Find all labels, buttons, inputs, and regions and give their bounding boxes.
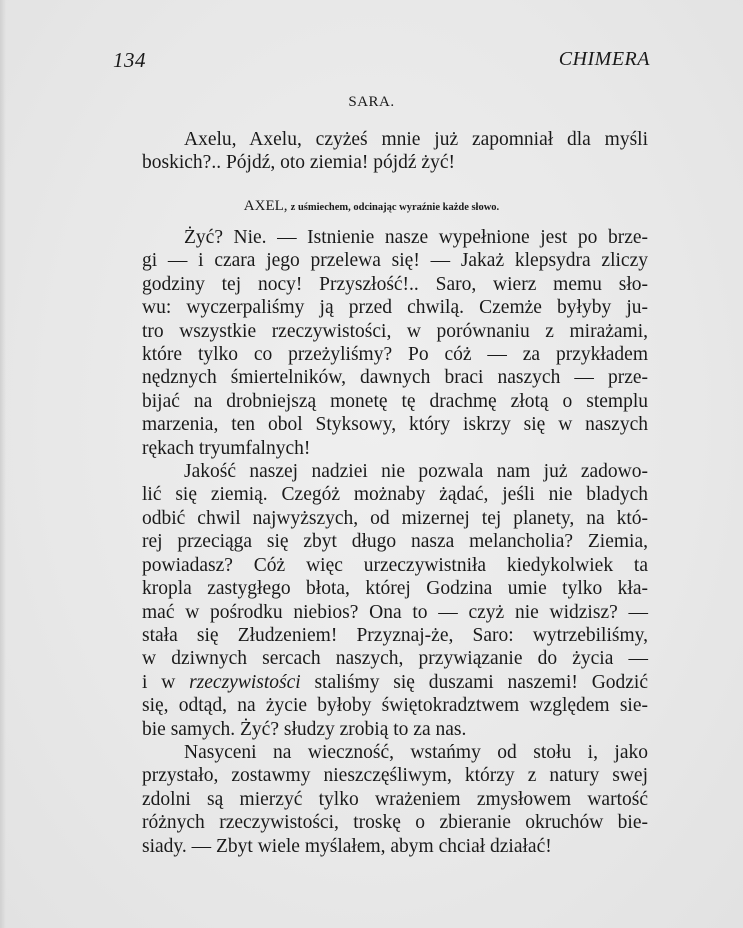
text-line: tro wszystkie rzeczywistości, w porównaniu z mirażami, — [142, 320, 648, 342]
speaker-sara: SARA. — [348, 94, 395, 110]
text-line: różnych rzeczywistości, troskę o zbieranie okruchów bie- — [142, 812, 648, 834]
text-line: kropla zastygłego błota, której Godzina umie tylko kła- — [142, 578, 648, 600]
stage-direction — [0, 198, 743, 215]
text-line: Żyć? Nie. — Istnienie nasze wypełnione jest po brze- — [184, 227, 648, 248]
text-line: przystało, zostawmy nieszczęśliwym, którzy z natury swej — [142, 765, 648, 787]
text-line: marzenia, ten obol Styksowy, który iskrzy się w naszych — [142, 414, 648, 436]
axel-speech — [142, 226, 648, 858]
text-line: mać w pośrodku niebios? Ona to — czyż nie widzisz? — — [142, 601, 648, 623]
text-line: Jakość naszej nadziei nie pozwala nam już zadowo- — [184, 461, 648, 483]
stage-direction-text: z uśmiechem, odcinając wyraźnie każde słowo. — [290, 202, 500, 213]
text-line: bie samych. Żyć? słudzy zrobią to za nas. — [142, 718, 467, 740]
text-line: w dziwnych sercach naszych, przywiązanie do życia — — [142, 648, 648, 670]
paragraph — [142, 226, 648, 460]
text-line: stała się Złudzeniem! Przyznaj-że, Saro: wytrzebiliśmy, — [142, 624, 648, 646]
text-line: rej przeciąga się zbyt długo nasza melancholia? Ziemia, — [142, 531, 648, 553]
text-line: godziny tej nocy! Przyszłość!.. Saro, wierz memu sło- — [142, 273, 648, 295]
text-line: odbić chwil najwyższych, od mizernej tej planety, na któ- — [142, 507, 648, 529]
text-line: Nasyceni na wieczność, wstańmy od stołu i, jako — [184, 741, 648, 763]
book-title: CHIMERA — [558, 48, 650, 70]
page-number: 134 — [113, 48, 146, 72]
running-head — [113, 48, 650, 78]
emphasized-word: rzeczywistości — [189, 671, 301, 693]
sara-speech — [142, 128, 648, 175]
text-line: zdolni są mierzyć tylko wrażeniem zmysłowem wartość — [142, 788, 648, 810]
text-line-emphasis: i w rzeczywistości staliśmy się duszami naszemi! Godzić — [142, 671, 648, 693]
text-line: siady. — Zbyt wiele myślałem, abym chciał działać! — [142, 835, 552, 857]
text-line: nędznych śmiertelników, dawnych braci naszych — prze- — [142, 367, 648, 389]
text-line: wu: wyczerpaliśmy ją przed chwilą. Czemże byłyby ju- — [142, 297, 648, 319]
text-line: się, odtąd, na życie byłoby świętokradztwem względem sie- — [142, 695, 648, 717]
paragraph — [142, 741, 648, 858]
text-line: rękach tryumfalnych! — [142, 437, 311, 459]
speaker-axel: AXEL, — [243, 198, 288, 214]
text-line: lić się ziemią. Czegóż możnaby żądać, jeśli nie bladych — [142, 484, 648, 506]
text-line: gi — i czara jego przelewa się! — Jakaż klepsydra zliczy — [142, 250, 648, 272]
text-line: boskich?.. Pójdź, oto ziemia! pójdź żyć! — [142, 152, 455, 174]
paragraph — [142, 460, 648, 741]
text-line: bijać na drobniejszą monetę tę drachmę złotą o stemplu — [142, 390, 648, 412]
text-line: które tylko co przeżyliśmy? Po cóż — za przykładem — [142, 344, 648, 366]
text-line: Axelu, Axelu, czyżeś mnie już zapomniał dla myśli — [184, 129, 648, 150]
text-line: powiadasz? Cóż więc urzeczywistniła kiedykolwiek ta — [142, 554, 648, 576]
